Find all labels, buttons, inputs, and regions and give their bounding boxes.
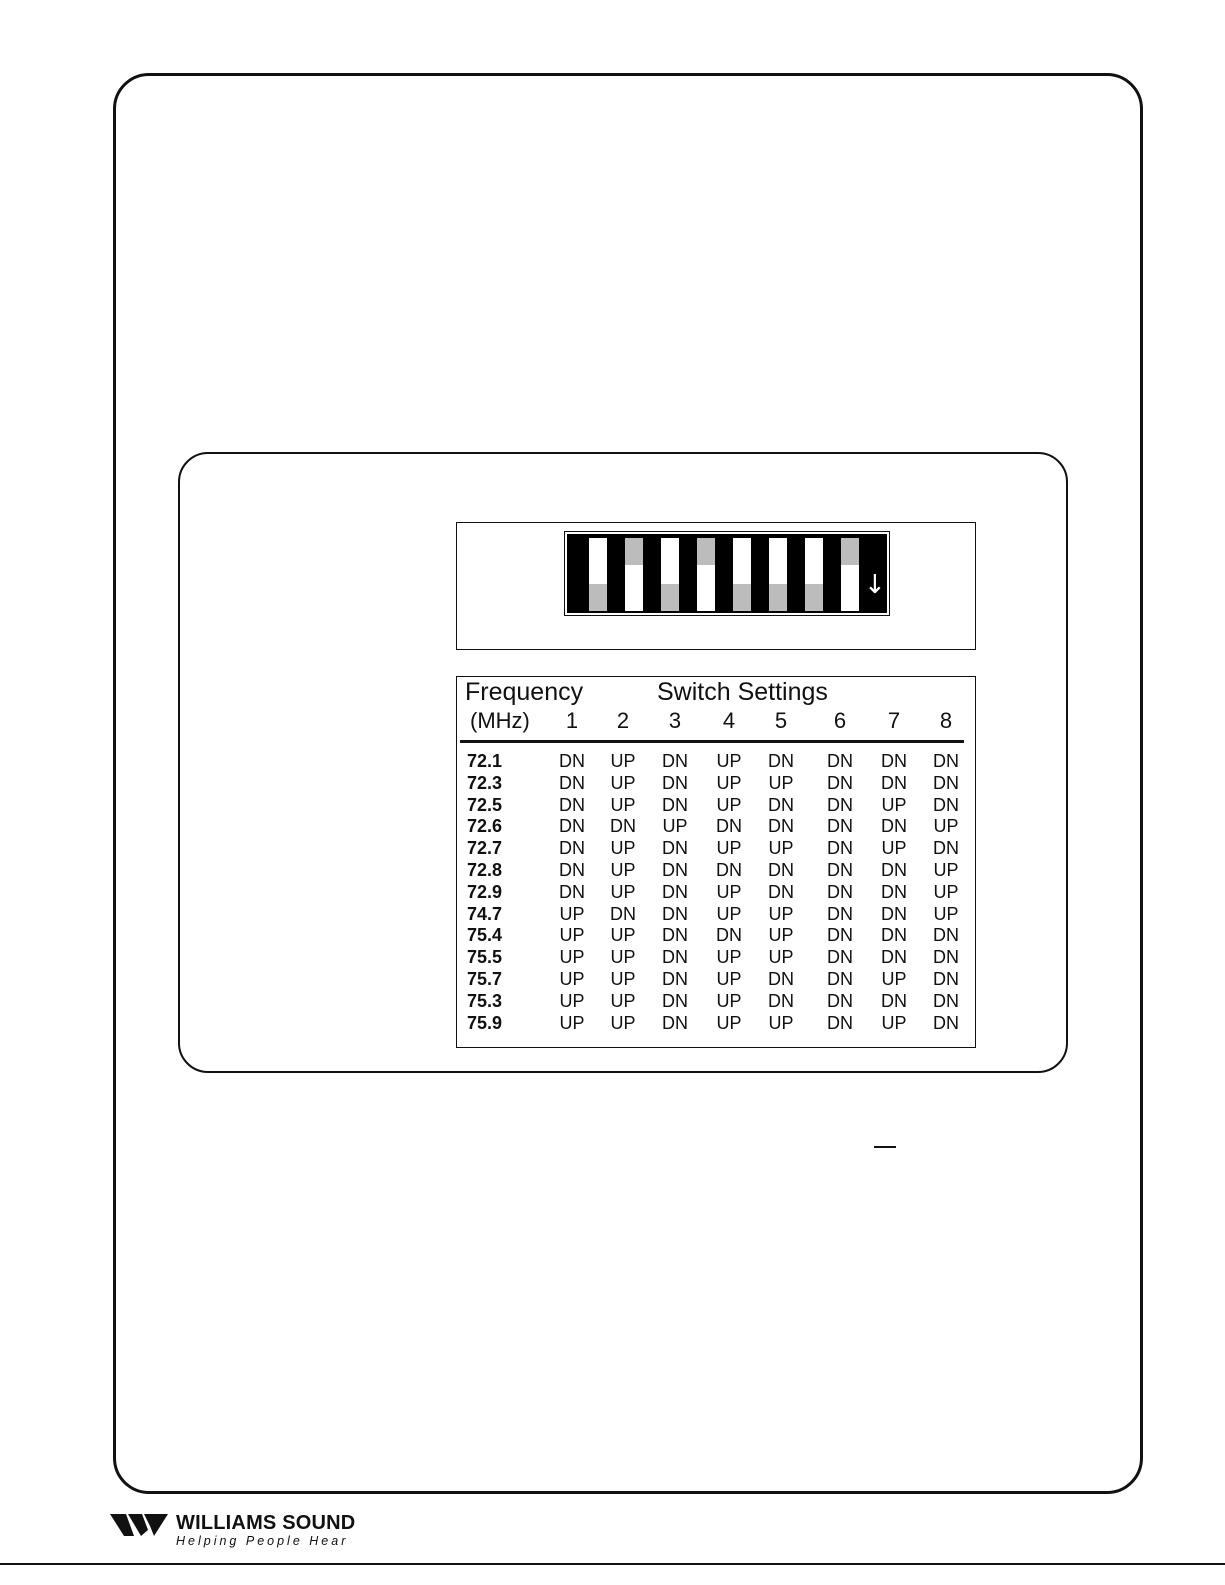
setting-cell: UP <box>559 947 585 968</box>
setting-cell: DN <box>827 903 853 924</box>
header-switch-settings: Switch Settings <box>657 678 828 706</box>
setting-cell: DN <box>933 947 959 968</box>
setting-cell: UP <box>610 794 636 815</box>
setting-cell: UP <box>716 969 742 989</box>
setting-cell: DN <box>559 860 585 880</box>
setting-cell: DN <box>881 925 907 946</box>
setting-cell: DN <box>881 947 907 968</box>
dip-switch-lever <box>661 584 679 611</box>
bottom-rule <box>0 1563 1225 1565</box>
setting-cell: UP <box>881 794 907 815</box>
down-arrow-icon: ↓ <box>864 570 886 600</box>
frequency-cell: 75.4 <box>467 925 503 946</box>
setting-cell: UP <box>610 751 636 771</box>
setting-cell: UP <box>933 860 959 880</box>
dip-switch-lever <box>625 538 643 565</box>
setting-cell: UP <box>881 838 907 859</box>
setting-cell: UP <box>559 990 585 1011</box>
setting-cell: DN <box>827 772 853 793</box>
dip-switch-lever <box>589 584 607 611</box>
header-switch-3: 3 <box>668 708 682 733</box>
setting-cell: DN <box>662 947 688 968</box>
setting-cell: UP <box>768 772 794 793</box>
table-row <box>0 750 1225 772</box>
setting-cell: UP <box>716 1012 742 1033</box>
frequency-cell: 72.7 <box>467 838 503 859</box>
header-switch-5: 5 <box>774 708 788 733</box>
dip-switch-body <box>565 532 889 615</box>
setting-cell: UP <box>716 794 742 815</box>
setting-cell: UP <box>881 969 907 989</box>
setting-cell: DN <box>933 838 959 859</box>
setting-cell: DN <box>768 751 794 771</box>
setting-cell: UP <box>881 1012 907 1033</box>
table-row <box>0 990 1225 1012</box>
setting-cell: UP <box>716 903 742 924</box>
setting-cell: DN <box>827 947 853 968</box>
table-row <box>0 837 1225 859</box>
header-switch-8: 8 <box>939 708 953 733</box>
setting-cell: UP <box>559 1012 585 1033</box>
header-switch-2: 2 <box>616 708 630 733</box>
setting-cell: DN <box>768 969 794 989</box>
setting-cell: DN <box>881 816 907 837</box>
setting-cell: UP <box>610 860 636 880</box>
setting-cell: UP <box>716 838 742 859</box>
dip-switch-lever <box>769 584 787 611</box>
setting-cell: DN <box>827 1012 853 1033</box>
setting-cell: DN <box>827 816 853 837</box>
setting-cell: UP <box>933 903 959 924</box>
frequency-cell: 72.9 <box>467 881 503 902</box>
setting-cell: DN <box>881 903 907 924</box>
header-frequency: Frequency <box>465 678 584 706</box>
setting-cell: DN <box>768 794 794 815</box>
dip-switch-2 <box>625 538 643 611</box>
setting-cell: DN <box>662 969 688 989</box>
frequency-cell: 72.6 <box>467 816 503 837</box>
setting-cell: DN <box>881 751 907 771</box>
dip-switch-lever <box>805 584 823 611</box>
dip-switch-7 <box>805 538 823 611</box>
setting-cell: DN <box>559 794 585 815</box>
setting-cell: DN <box>662 772 688 793</box>
setting-cell: UP <box>768 838 794 859</box>
dip-switch-lever <box>733 584 751 611</box>
brand-tagline: Helping People Hear <box>176 1534 349 1548</box>
setting-cell: UP <box>716 947 742 968</box>
dip-switch-4 <box>697 538 715 611</box>
table-row <box>0 794 1225 816</box>
frequency-cell: 72.3 <box>467 772 503 793</box>
setting-cell: DN <box>559 816 585 837</box>
setting-cell: DN <box>933 925 959 946</box>
setting-cell: UP <box>716 772 742 793</box>
header-switch-7: 7 <box>887 708 901 733</box>
frequency-cell: 72.8 <box>467 860 503 880</box>
setting-cell: UP <box>610 1012 636 1033</box>
setting-cell: DN <box>827 990 853 1011</box>
dash-mark <box>874 1146 896 1148</box>
setting-cell: UP <box>768 925 794 946</box>
setting-cell: DN <box>827 838 853 859</box>
setting-cell: UP <box>716 990 742 1011</box>
table-row <box>0 815 1225 837</box>
setting-cell: DN <box>716 816 742 837</box>
frequency-cell: 75.7 <box>467 969 503 989</box>
setting-cell: UP <box>610 947 636 968</box>
setting-cell: UP <box>768 903 794 924</box>
frequency-cell: 75.3 <box>467 990 503 1011</box>
dip-switch-3 <box>661 538 679 611</box>
setting-cell: DN <box>933 990 959 1011</box>
setting-cell: DN <box>662 1012 688 1033</box>
table-row <box>0 772 1225 794</box>
setting-cell: DN <box>662 794 688 815</box>
setting-cell: DN <box>827 860 853 880</box>
table-row <box>0 924 1225 946</box>
setting-cell: UP <box>716 881 742 902</box>
setting-cell: DN <box>881 772 907 793</box>
setting-cell: DN <box>662 860 688 880</box>
williams-sound-logo <box>110 1512 170 1538</box>
setting-cell: DN <box>933 751 959 771</box>
setting-cell: UP <box>559 903 585 924</box>
setting-cell: DN <box>768 990 794 1011</box>
setting-cell: DN <box>881 881 907 902</box>
setting-cell: DN <box>827 881 853 902</box>
dip-switch-6 <box>769 538 787 611</box>
frequency-cell: 75.9 <box>467 1012 503 1033</box>
setting-cell: DN <box>610 816 636 837</box>
setting-cell: UP <box>933 881 959 902</box>
setting-cell: UP <box>559 969 585 989</box>
header-switch-1: 1 <box>565 708 579 733</box>
dip-switch-lever <box>697 538 715 565</box>
setting-cell: UP <box>610 838 636 859</box>
setting-cell: UP <box>610 772 636 793</box>
setting-cell: DN <box>559 772 585 793</box>
table-row <box>0 1012 1225 1034</box>
setting-cell: DN <box>559 881 585 902</box>
setting-cell: DN <box>662 925 688 946</box>
frequency-cell: 72.5 <box>467 794 503 815</box>
header-switch-4: 4 <box>722 708 736 733</box>
setting-cell: DN <box>610 903 636 924</box>
brand-name: WILLIAMS SOUND <box>176 1512 356 1534</box>
setting-cell: DN <box>716 925 742 946</box>
table-row <box>0 946 1225 968</box>
setting-cell: DN <box>827 969 853 989</box>
dip-switch-1 <box>589 538 607 611</box>
setting-cell: DN <box>933 794 959 815</box>
dip-switch-8 <box>841 538 859 611</box>
setting-cell: DN <box>881 990 907 1011</box>
setting-cell: UP <box>768 1012 794 1033</box>
setting-cell: DN <box>662 838 688 859</box>
setting-cell: DN <box>662 990 688 1011</box>
dip-switch-lever <box>841 538 859 565</box>
setting-cell: DN <box>662 751 688 771</box>
setting-cell: UP <box>559 925 585 946</box>
table-row <box>0 859 1225 881</box>
setting-cell: UP <box>933 816 959 837</box>
setting-cell: DN <box>559 751 585 771</box>
table-row <box>0 968 1225 990</box>
frequency-cell: 75.5 <box>467 947 503 968</box>
setting-cell: UP <box>610 925 636 946</box>
setting-cell: DN <box>662 881 688 902</box>
frequency-cell: 72.1 <box>467 751 503 771</box>
setting-cell: DN <box>933 1012 959 1033</box>
frequency-cell: 74.7 <box>467 903 503 924</box>
setting-cell: UP <box>662 816 688 837</box>
setting-cell: UP <box>610 969 636 989</box>
setting-cell: DN <box>559 838 585 859</box>
header-unit: (MHz) <box>470 708 530 733</box>
setting-cell: DN <box>827 794 853 815</box>
setting-cell: DN <box>768 881 794 902</box>
dip-switch-5 <box>733 538 751 611</box>
setting-cell: DN <box>768 816 794 837</box>
setting-cell: DN <box>716 860 742 880</box>
setting-cell: UP <box>610 990 636 1011</box>
setting-cell: DN <box>827 925 853 946</box>
setting-cell: DN <box>933 772 959 793</box>
table-row <box>0 903 1225 925</box>
setting-cell: DN <box>933 969 959 989</box>
setting-cell: UP <box>768 947 794 968</box>
header-divider <box>460 740 964 743</box>
setting-cell: DN <box>662 903 688 924</box>
setting-cell: DN <box>881 860 907 880</box>
header-switch-6: 6 <box>833 708 847 733</box>
table-row <box>0 881 1225 903</box>
setting-cell: DN <box>768 860 794 880</box>
setting-cell: UP <box>610 881 636 902</box>
setting-cell: UP <box>716 751 742 771</box>
setting-cell: DN <box>827 751 853 771</box>
